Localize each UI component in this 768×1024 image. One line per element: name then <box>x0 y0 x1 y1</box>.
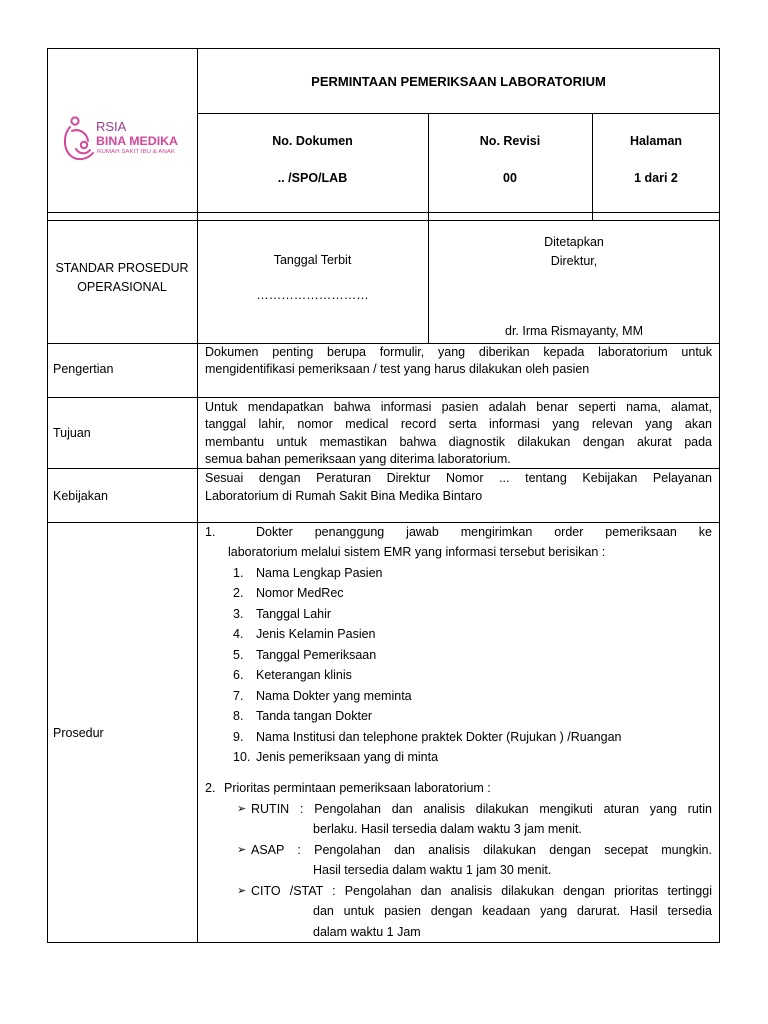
list-item: Nama Lengkap Pasien <box>256 566 383 580</box>
priority-label: CITO /STAT : <box>251 884 336 898</box>
arrow-bullet-icon: ➢ <box>237 802 247 815</box>
step-text-line: Dokter penanggung jawab mengirimkan order pemeriksaan ke <box>256 525 712 539</box>
approver-name: dr. Irma Rismayanty, MM <box>505 324 643 338</box>
table-rule-title-bottom <box>197 113 720 114</box>
priority-line <box>251 883 712 899</box>
list-item-number: 5. <box>233 648 244 662</box>
priority-text: Pengolahan dan analisis dilakukan dengan prioritas tertinggi <box>344 884 712 898</box>
kebijakan-text-line: Laboratorium di Rumah Sakit Bina Medika Bintaro <box>205 489 483 503</box>
logo-name-text: BINA MEDIKA <box>96 134 179 148</box>
tujuan-text-line: Untuk mendapatkan bahwa informasi pasien adalah benar seperti nama, alamat, <box>205 400 712 414</box>
table-rule-kebijakan-bottom <box>47 522 720 523</box>
priority-text-line: dan untuk pasien dengan keadaan yang darurat. Hasil tersedia <box>313 904 712 918</box>
step-number: 1. <box>205 525 216 539</box>
arrow-bullet-icon: ➢ <box>237 884 247 897</box>
kebijakan-text-line: Sesuai dengan Peraturan Direktur Nomor ... tentang Kebijakan Pelayanan <box>205 471 712 485</box>
priority-text: Pengolahan dan analisis dilakukan mengikuti aturan yang rutin <box>314 802 712 816</box>
tujuan-text-line: tanggal lahir, nomor medical record serta informasi yang relevan yang akan <box>205 417 712 431</box>
list-item: Jenis Kelamin Pasien <box>256 627 376 641</box>
priority-text-line: berlaku. Hasil tersedia dalam waktu 3 jam menit. <box>313 822 582 836</box>
doc-number-value: .. /SPO/LAB <box>277 171 348 185</box>
revision-value: 00 <box>503 171 517 185</box>
doc-number-label: No. Dokumen <box>272 134 353 148</box>
pengertian-text-line: mengidentifikasi pemeriksaan / test yang harus dilakukan oleh pasien <box>205 362 590 376</box>
list-item: Nama Dokter yang meminta <box>256 689 412 703</box>
list-item-number: 7. <box>233 689 244 703</box>
priority-line <box>251 801 712 817</box>
list-item-number: 10. <box>233 750 251 764</box>
list-item: Nomor MedRec <box>256 586 344 600</box>
section-label-prosedur: Prosedur <box>53 726 104 740</box>
list-item-number: 9. <box>233 730 244 744</box>
section-label-kebijakan: Kebijakan <box>53 489 108 503</box>
arrow-bullet-icon: ➢ <box>237 843 247 856</box>
list-item: Tanda tangan Dokter <box>256 709 373 723</box>
priority-label: RUTIN : <box>251 802 304 816</box>
issue-date-value: ……………………… <box>256 288 369 302</box>
list-item: Tanggal Pemeriksaan <box>256 648 377 662</box>
table-rule-pengertian-bottom <box>47 397 720 398</box>
logo-rsia-text: RSIA <box>96 119 127 134</box>
list-item: Nama Institusi dan telephone praktek Dokter (Rujukan ) /Ruangan <box>256 730 622 744</box>
sop-label-line: STANDAR PROSEDUR <box>55 261 189 275</box>
page-value: 1 dari 2 <box>634 171 678 185</box>
sop-label-line: OPERASIONAL <box>77 280 167 294</box>
table-column-rule-3 <box>592 113 593 220</box>
list-item: Keterangan klinis <box>256 668 352 682</box>
tujuan-text-line: semua bahan pemeriksaan yang diterima laboratorium. <box>205 452 511 466</box>
step-number: 2. <box>205 781 216 795</box>
list-item-number: 2. <box>233 586 244 600</box>
step-text-line: Prioritas permintaan pemeriksaan laboratorium : <box>224 781 491 795</box>
list-item-number: 4. <box>233 627 244 641</box>
mother-child-icon <box>65 117 93 159</box>
list-item-number: 1. <box>233 566 244 580</box>
revision-label: No. Revisi <box>479 134 541 148</box>
pengertian-text-line: Dokumen penting berupa formulir, yang diberikan kepada laboratorium untuk <box>205 345 712 359</box>
approval-line: Direktur, <box>550 254 598 268</box>
table-rule-header-bottom <box>47 212 720 213</box>
section-label-tujuan: Tujuan <box>53 426 91 440</box>
priority-text: Pengolahan dan analisis dilakukan dengan secepat mungkin. <box>314 843 712 857</box>
list-item-number: 8. <box>233 709 244 723</box>
list-item: Tanggal Lahir <box>256 607 332 621</box>
priority-line <box>251 842 712 858</box>
step-text-line: laboratorium melalui sistem EMR yang informasi tersebut berisikan : <box>228 545 606 559</box>
page-label: Halaman <box>629 134 683 148</box>
logo-tagline-text: RUMAH SAKIT IBU & ANAK <box>97 149 176 155</box>
priority-label: ASAP : <box>251 843 301 857</box>
approval-line: Ditetapkan <box>544 235 604 249</box>
priority-text-line: Hasil tersedia dalam waktu 1 jam 30 menit. <box>313 863 552 877</box>
hospital-logo <box>62 112 184 164</box>
tujuan-text-line: membantu untuk memastikan bahwa diagnostik dilakukan dengan akurat pada <box>205 435 712 449</box>
list-item-number: 6. <box>233 668 244 682</box>
issue-date-label: Tanggal Terbit <box>273 253 352 267</box>
table-rule-tujuan-bottom <box>47 468 720 469</box>
list-item: Jenis pemeriksaan yang di minta <box>256 750 439 764</box>
priority-text-line: dalam waktu 1 Jam <box>313 925 421 939</box>
section-label-pengertian: Pengertian <box>53 362 114 376</box>
table-rule-spacer-bottom <box>47 220 720 221</box>
list-item-number: 3. <box>233 607 244 621</box>
document-title: PERMINTAAN PEMERIKSAAN LABORATORIUM <box>311 74 606 89</box>
